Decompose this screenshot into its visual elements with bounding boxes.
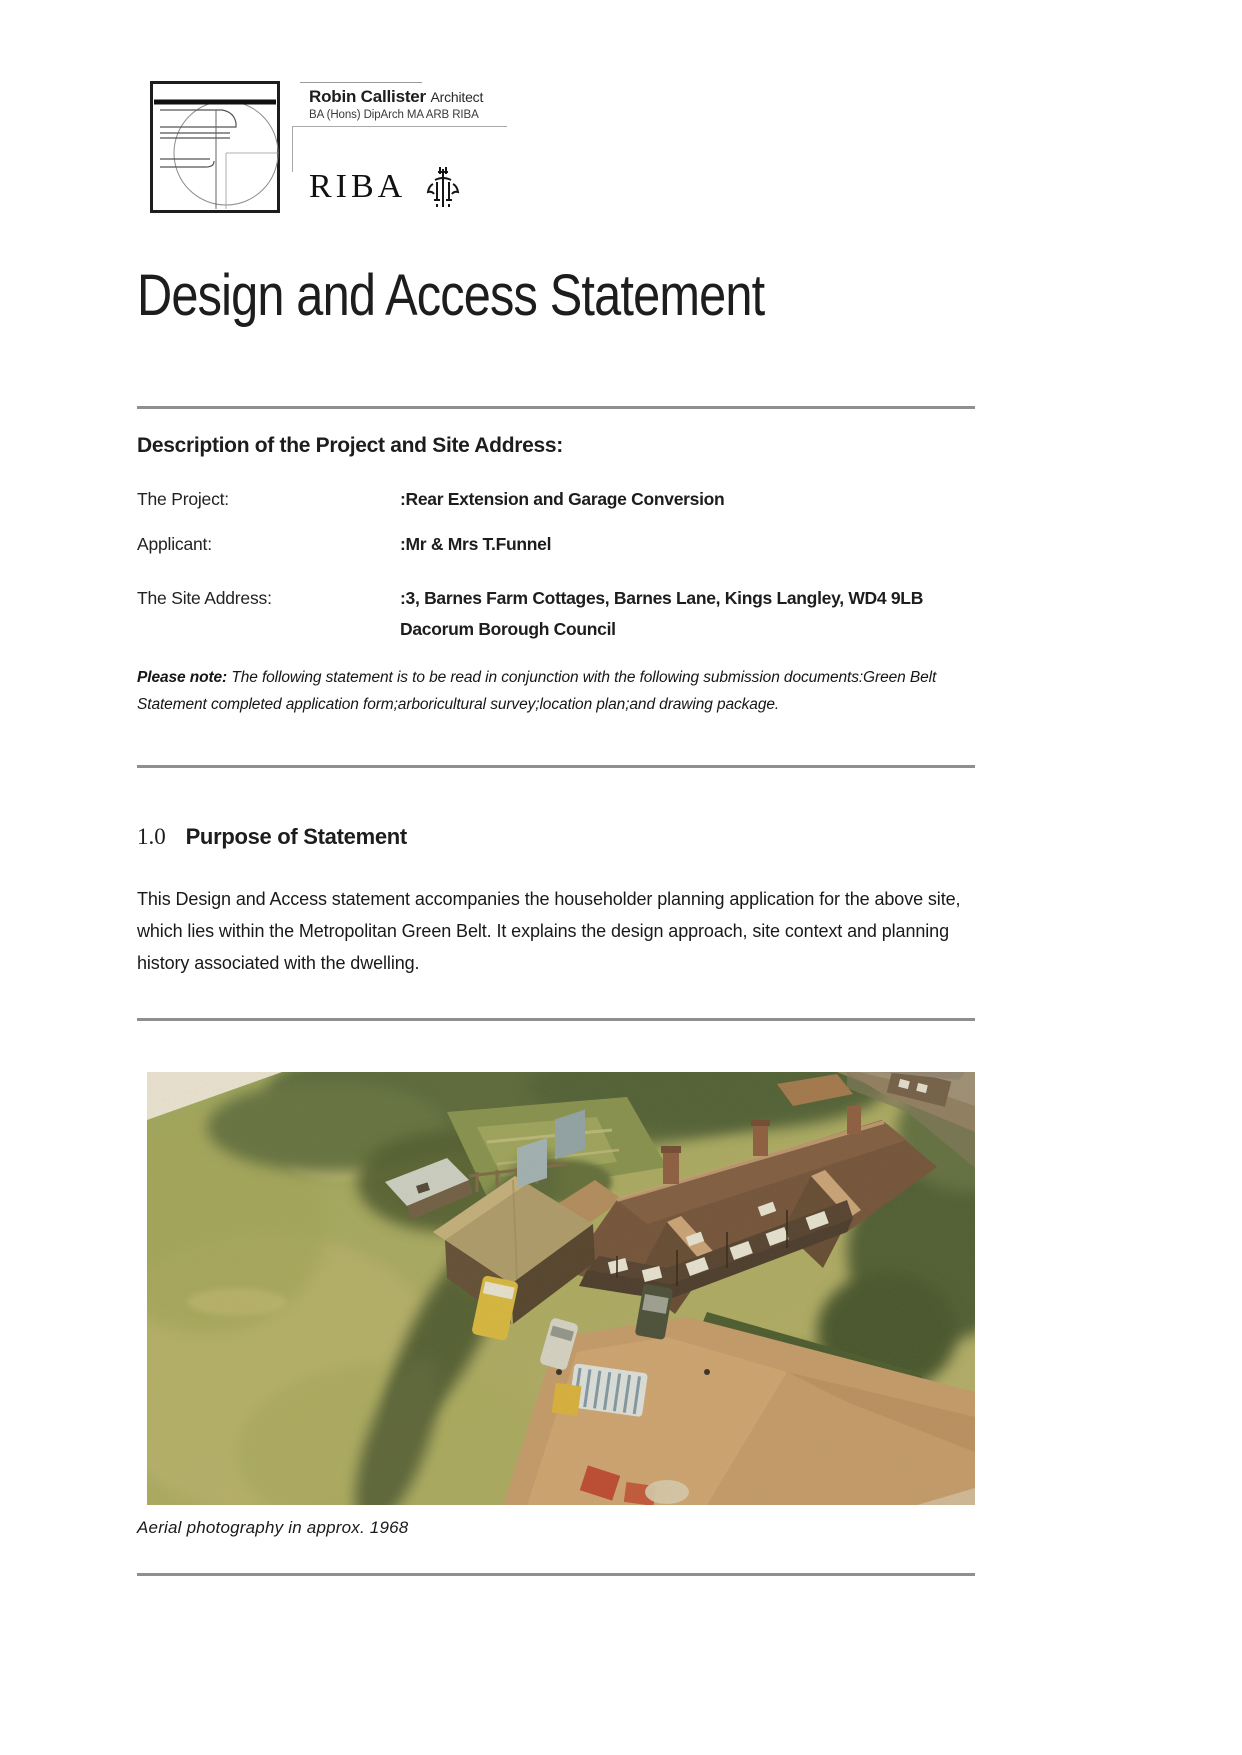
horizontal-rule	[137, 1018, 975, 1021]
site-address-label: The Site Address:	[137, 588, 272, 608]
page-title: Design and Access Statement	[137, 263, 765, 328]
architect-credentials: BA (Hons) DipArch MA ARB RIBA	[309, 109, 479, 121]
project-label: The Project:	[137, 489, 229, 509]
architect-logo-icon	[150, 81, 280, 213]
horizontal-rule	[137, 1573, 975, 1576]
applicant-value: :Mr & Mrs T.Funnel	[400, 534, 552, 554]
applicant-label: Applicant:	[137, 534, 212, 554]
site-address-value: :3, Barnes Farm Cottages, Barnes Lane, Kings Langley, WD4 9LB	[400, 588, 924, 608]
purpose-paragraph: This Design and Access statement accompanies the householder planning application for the above site, which lies within the Metropolitan Green Belt. It explains the design approach, site context and planning history associated with the dwelling.	[137, 889, 961, 973]
riba-crest-icon	[425, 166, 461, 208]
site-address-value-line2: Dacorum Borough Council	[400, 619, 616, 639]
horizontal-rule	[137, 765, 975, 768]
please-note-lead: Please note:	[137, 669, 228, 686]
aerial-photo	[147, 1072, 975, 1505]
section-heading-purpose	[137, 824, 407, 850]
architect-name-bold: Robin Callister	[309, 87, 426, 106]
project-value: :Rear Extension and Garage Conversion	[400, 489, 725, 509]
riba-wordmark: RIBA	[309, 168, 407, 205]
architect-name	[309, 87, 483, 107]
section-number: 1.0	[137, 824, 166, 849]
section-title: Purpose of Statement	[185, 824, 407, 849]
letterhead-divider-vertical	[292, 126, 293, 172]
letterhead-divider-mid	[292, 126, 507, 127]
letterhead-divider-top	[300, 82, 422, 83]
please-note-paragraph	[137, 664, 977, 718]
section-heading-description: Description of the Project and Site Address:	[137, 434, 563, 457]
photo-caption: Aerial photography in approx. 1968	[137, 1518, 409, 1537]
architect-title: Architect	[430, 89, 484, 105]
please-note-body: The following statement is to be read in conjunction with the following submission documents:Green Belt Statement completed application form;arboricultural survey;location plan;and drawing package.	[137, 669, 937, 713]
horizontal-rule	[137, 406, 975, 409]
letterhead	[137, 72, 557, 222]
